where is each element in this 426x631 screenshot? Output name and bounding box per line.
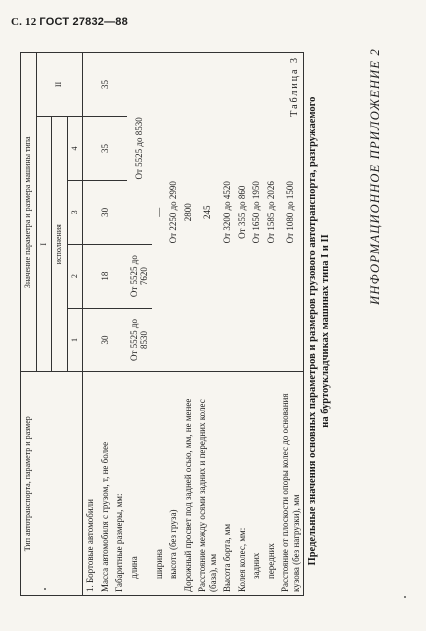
cell: От 5525 до 7620 (127, 244, 152, 308)
table-row (83, 53, 98, 596)
cell (112, 53, 127, 117)
table-row (195, 53, 220, 596)
cell: 30 (98, 180, 113, 244)
sub-header-2: 2 (67, 244, 83, 308)
gost-number: ГОСТ 27832—88 (39, 16, 128, 28)
cell (112, 244, 127, 308)
row-label: Высота борта, мм (220, 372, 235, 596)
cell (83, 53, 98, 117)
scan-speck (404, 596, 406, 598)
row-label: 1. Бортовые автомобили (83, 372, 98, 596)
table-title (306, 66, 332, 596)
row-label: Расстояние от плоскости опоры колес до основания кузова (без нагрузки), мм (278, 372, 304, 596)
param-column-header: Тип автотранспорта, параметр и размер (21, 372, 83, 596)
cell (83, 117, 98, 181)
cell: От 5525 до 8530 (127, 308, 152, 372)
row-label: высота (без груза) (166, 372, 181, 596)
cell: От 355 до 860 (235, 53, 250, 372)
row-label: длина (127, 372, 152, 596)
parameters-table (20, 52, 304, 596)
type-II-header: II (36, 53, 83, 117)
sub-header-3: 3 (67, 180, 83, 244)
sub-header-1: 1 (67, 308, 83, 372)
cell: От 5525 до 8530 (127, 53, 152, 245)
row-label: Расстояние между осями задних и передних колес (база), мм (195, 372, 220, 596)
table-label: Таблица 3 (289, 56, 300, 117)
cell (83, 308, 98, 372)
table-row (249, 53, 264, 596)
cell: 245 (195, 53, 220, 372)
row-label: ширина (152, 372, 167, 596)
ispolnenie-header: исполнения (52, 117, 68, 372)
cell: 30 (98, 308, 113, 372)
table-title-line-1: Предельные значения основных параметров и размеров грузового автотранспорта, разгружаемого (307, 96, 318, 566)
sub-header-4: 4 (67, 117, 83, 181)
row-label: Дорожный просвет под задней осью, мм, не менее (181, 372, 196, 596)
page-header (11, 16, 128, 28)
cell: 2800 (181, 53, 196, 372)
cell (112, 117, 127, 181)
cell: От 1080 до 1500 (278, 53, 304, 372)
cell (83, 180, 98, 244)
type-I-header: I (36, 117, 52, 372)
scan-speck (44, 588, 46, 590)
header-row-1 (21, 53, 37, 596)
page-number: С. 12 (11, 16, 37, 28)
table-row (220, 53, 235, 596)
table-title-line-2: на буртоукладчиках машинах типа I и II (320, 234, 331, 428)
cell (112, 308, 127, 372)
cell: От 2250 до 2990 (166, 53, 181, 372)
appendix-title: ИНФОРМАЦИОННОЕ ПРИЛОЖЕНИЕ 2 (368, 48, 382, 305)
table-row (235, 53, 250, 596)
cell: 18 (98, 244, 113, 308)
table-row (152, 53, 167, 596)
table-row (166, 53, 181, 596)
table-row (264, 53, 279, 596)
cell (112, 180, 127, 244)
cell: От 1650 до 1950 (249, 53, 264, 372)
row-label: Габаритные размеры, мм: (112, 372, 127, 596)
table-row (278, 53, 304, 596)
cell: От 1585 до 2026 (264, 53, 279, 372)
row-label: передних (264, 372, 279, 596)
cell (83, 244, 98, 308)
values-column-header: Значение параметра и размера машины типа (21, 53, 37, 372)
table-row (98, 53, 113, 596)
cell: 35 (98, 117, 113, 181)
cell: — (152, 53, 167, 372)
row-label: Колея колес, мм: (235, 372, 250, 596)
cell: От 3200 до 4520 (220, 53, 235, 372)
table-row (112, 53, 127, 596)
rotated-content (6, 46, 406, 606)
table-row (127, 53, 152, 596)
row-label: Масса автомобиля с грузом, т, не более (98, 372, 113, 596)
table-row (181, 53, 196, 596)
cell: 35 (98, 53, 113, 117)
row-label: задних (249, 372, 264, 596)
